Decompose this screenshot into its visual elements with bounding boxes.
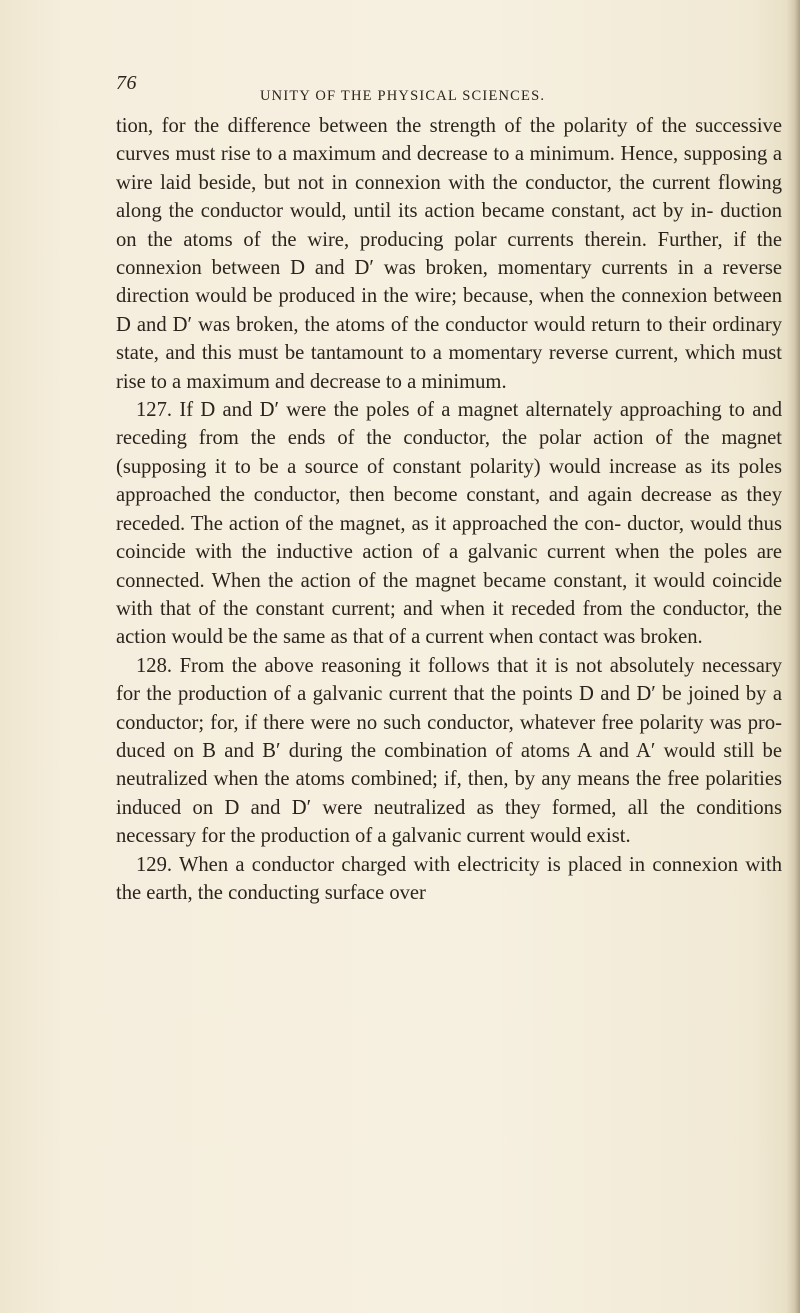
running-head: UNITY OF THE PHYSICAL SCIENCES. <box>260 88 546 104</box>
page-header <box>116 72 776 106</box>
body-text <box>116 112 782 907</box>
page-edge-shadow <box>786 0 800 1313</box>
paragraph-128: 128. From the above reasoning it follows that it is not absolutely necessary for the production of a galvanic current that the points D and D′ be joined by a conductor; for, if there were no such conductor, whatever free polarity was pro- duced on B and B′ during the combination of atoms A and A′ would still be neutralized when the atoms combined; if, then, by any means the free polarities induced on D and D′ were neutralized as they formed, all the conditions necessary for the production of a galvanic current would exist. <box>116 654 782 848</box>
page-number: 76 <box>116 72 137 94</box>
paragraph-continuation: tion, for the difference between the strength of the polarity of the successive curves must rise to a maximum and decrease to a minimum. Hence, supposing a wire laid beside, but not in connexion with the conductor, the current flowing along the conductor would, until its action became constant, act by in- duction on the atoms of the wire, producing polar currents therein. Further, if the connexion between D and D′ was broken, momentary currents in a reverse direction would be produced in the wire; because, when the connexion between D and D′ was broken, the atoms of the conductor would return to their ordinary state, and this must be tantamount to a momentary reverse current, which must rise to a maximum and decrease to a minimum. <box>116 115 782 393</box>
paragraph-127: 127. If D and D′ were the poles of a magnet alternately approaching to and receding from the ends of the conductor, the polar action of the magnet (supposing it to be a source of constant polarity) would increase as its poles approached the conductor, then become constant, and again decrease as they receded. The action of the magnet, as it approached the con- ductor, would thus coincide with the inductive action of a galvanic current when the poles are connected. When the action of the magnet became constant, it would coincide with that of the constant current; and when it receded from the conductor, the action would be the same as that of a current when contact was broken. <box>116 399 782 649</box>
paragraph-129: 129. When a conductor charged with electricity is placed in connexion with the earth, the conducting surface over <box>116 853 782 904</box>
